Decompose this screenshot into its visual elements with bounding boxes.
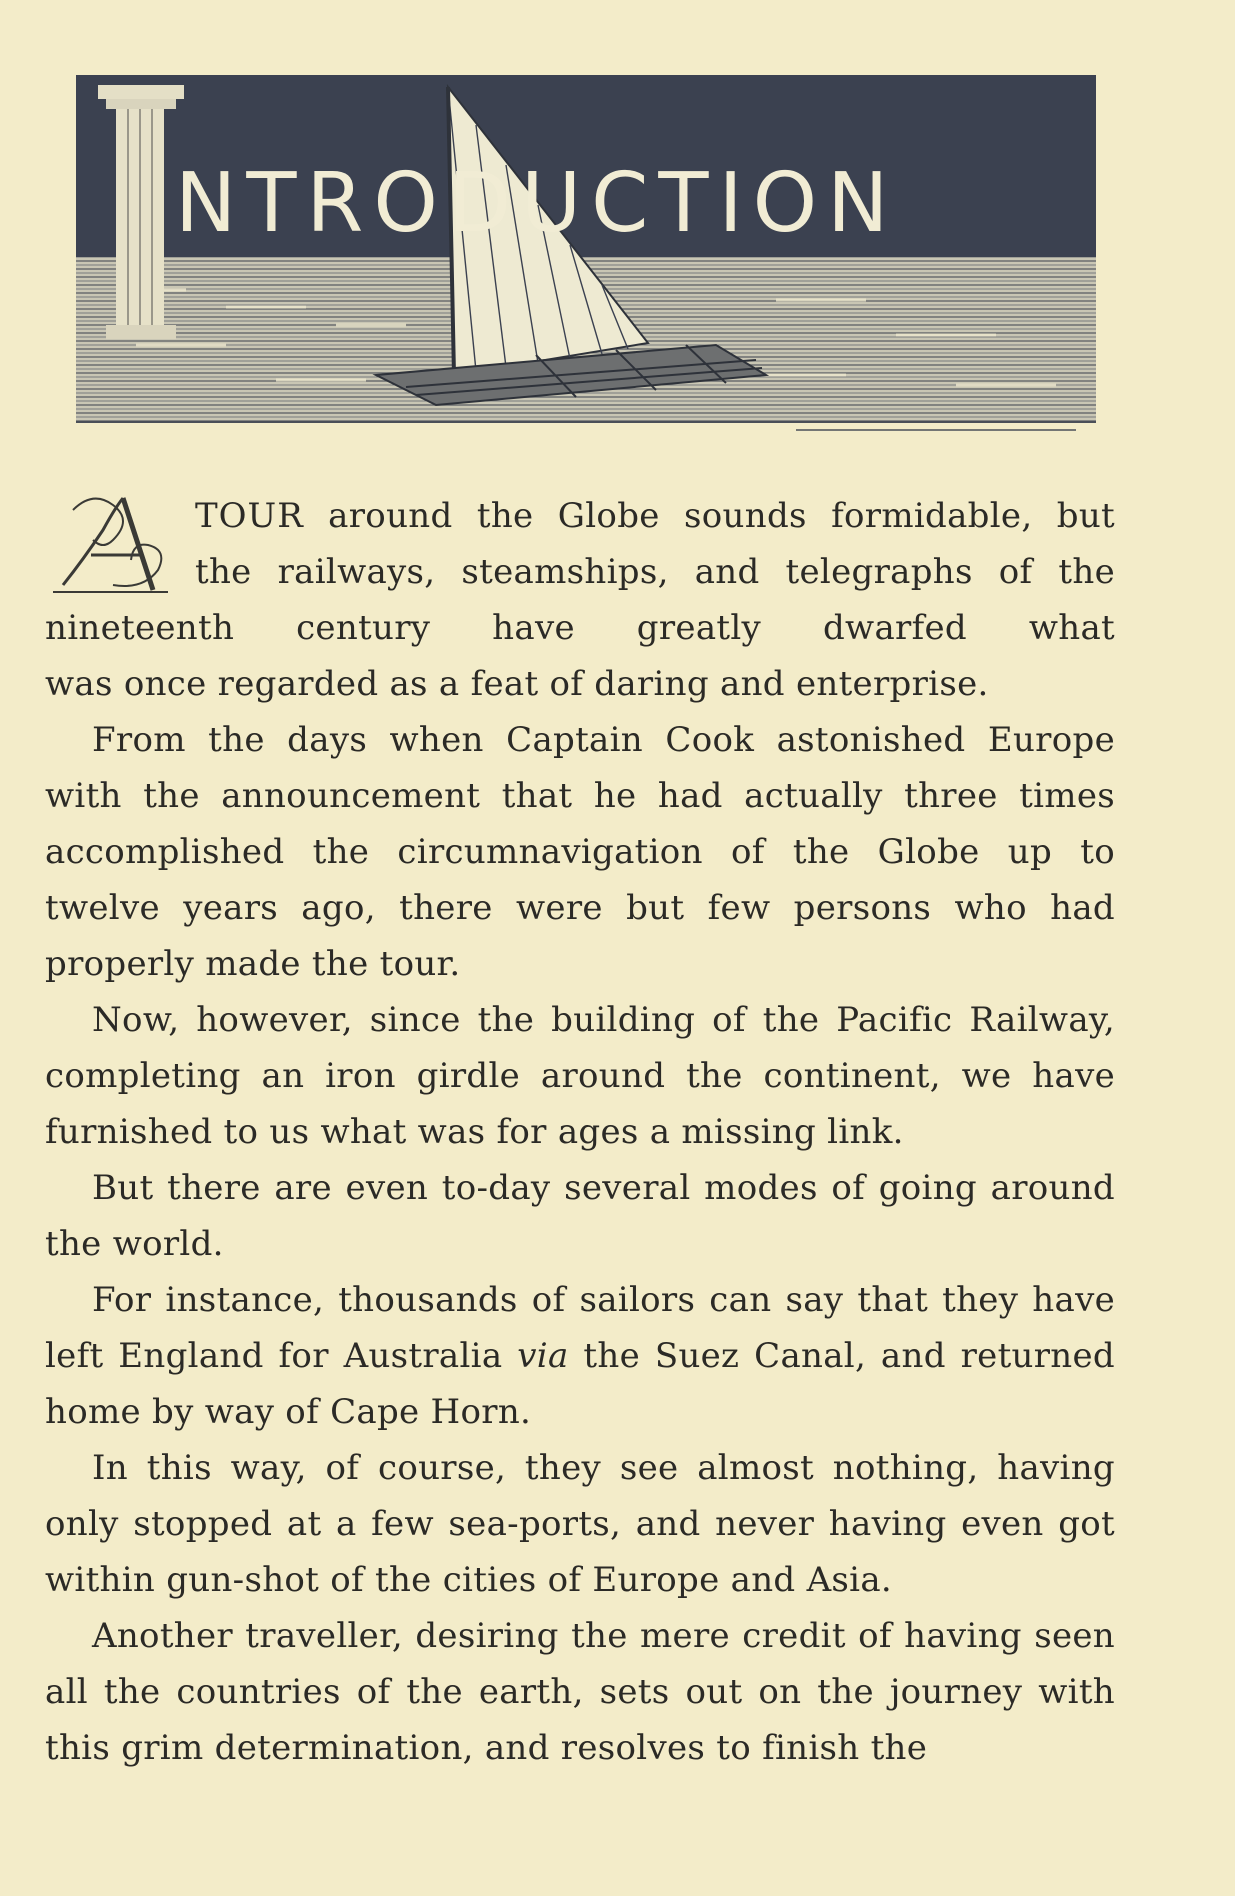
header-engraving	[76, 75, 1096, 438]
paragraph-3: Now, however, since the building of the Pacific Railway, completing an iron girdle around the continent, we have furnished to us what was for ages a missing link.	[45, 1000, 1115, 1152]
paragraph-1-line-3: nineteenth century have greatly dwarfed what	[45, 608, 1115, 648]
paragraph-4: But there are even to-day several modes of going around the world.	[45, 1168, 1115, 1264]
paragraph-6: In this way, of course, they see almost nothing, having only stopped at a few sea-ports, and never having even got within gun-shot of the cities of Europe and Asia.	[45, 1448, 1115, 1600]
paragraph-1-line-2: the railways, steamships, and telegraphs of the	[195, 552, 1115, 592]
title-text: NTRODUCTION	[175, 156, 899, 251]
paragraph-5	[45, 1272, 1115, 1440]
paragraph-1	[45, 488, 1115, 712]
paragraph-1-line-4: was once regarded as a feat of daring and enterprise.	[45, 664, 989, 704]
paragraph-5-part-a: For instance, thousands of sailors can say that they have left England for Australia	[45, 1280, 1115, 1376]
body-text	[45, 488, 1115, 1776]
first-word: TOUR	[195, 496, 304, 536]
sailboat-engraving-icon	[76, 75, 1096, 438]
drop-cap	[53, 490, 173, 600]
paragraph-2: From the days when Captain Cook astonished Europe with the announcement that he had actually three times accomplished the circumnavigation of the Globe up to twelve years ago, there were but few persons who had properly made the tour.	[45, 720, 1115, 984]
page-title	[175, 156, 899, 251]
paragraph-1-line-1: around the Globe sounds formidable, but	[328, 496, 1116, 536]
paragraph-5-part-b: the Suez Canal, and returned home by way of Cape Horn.	[45, 1336, 1115, 1432]
paragraph-5-via: via	[517, 1336, 569, 1376]
ornamental-initial-icon	[53, 490, 173, 600]
paragraph-7: Another traveller, desiring the mere credit of having seen all the countries of the earth, sets out on the journey with this grim determination, and resolves to finish the	[45, 1616, 1115, 1768]
